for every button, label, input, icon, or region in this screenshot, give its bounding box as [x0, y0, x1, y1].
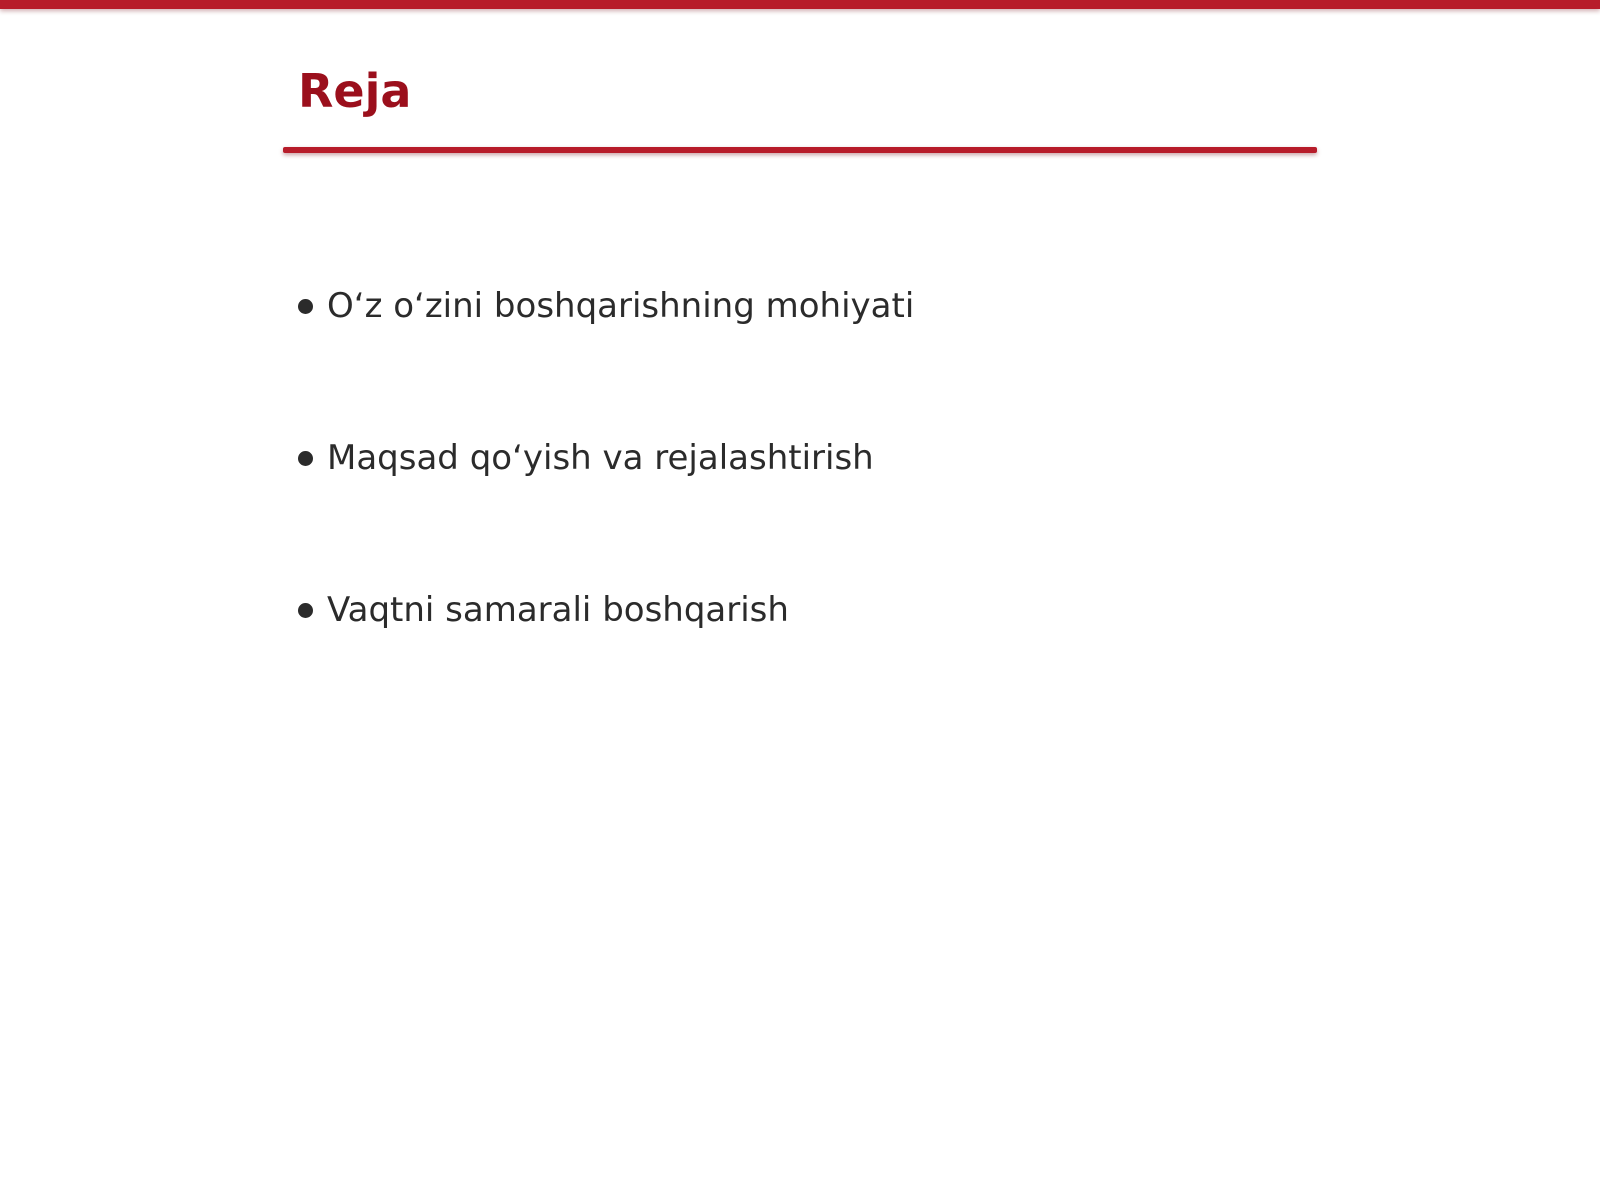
bullet-icon — [298, 451, 313, 466]
bullet-icon — [298, 603, 313, 618]
bullet-icon — [298, 299, 313, 314]
top-accent-bar — [0, 0, 1600, 9]
title-underline — [283, 147, 1317, 153]
list-item-label: Maqsad qo‘yish va rejalashtirish — [327, 438, 874, 478]
list-item-label: O‘z o‘zini boshqarishning mohiyati — [327, 286, 915, 326]
slide-title: Reja — [298, 64, 412, 118]
list-item-label: Vaqtni samarali boshqarish — [327, 590, 789, 630]
list-item — [298, 430, 914, 486]
list-item — [298, 582, 914, 638]
bullet-list — [298, 278, 914, 638]
list-item — [298, 278, 914, 334]
